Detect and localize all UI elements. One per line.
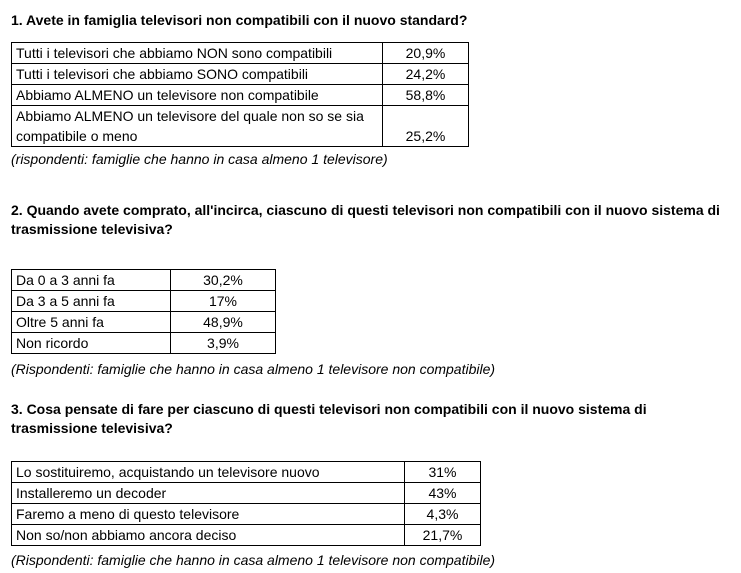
row-value: 20,9% [383, 43, 469, 64]
row-label: Abbiamo ALMENO un televisore non compatibile [12, 85, 383, 106]
row-label: Da 3 a 5 anni fa [12, 291, 171, 312]
row-value: 24,2% [383, 64, 469, 85]
row-value: 31% [405, 462, 481, 483]
row-value: 21,7% [405, 525, 481, 546]
question-1-table [11, 42, 469, 147]
row-label: Non ricordo [12, 333, 171, 354]
row-label: Non so/non abbiamo ancora deciso [12, 525, 405, 546]
question-3-title: 3. Cosa pensate di fare per ciascuno di questi televisori non compatibili con il nuovo sistema di trasmissione televisiva? [11, 401, 647, 436]
row-value: 58,8% [383, 85, 469, 106]
table-row [12, 525, 481, 546]
row-value: 4,3% [405, 504, 481, 525]
table-row [12, 43, 469, 64]
table-row [12, 270, 276, 291]
row-label: Faremo a meno di questo televisore [12, 504, 405, 525]
row-label: Da 0 a 3 anni fa [12, 270, 171, 291]
question-1-note: (rispondenti: famiglie che hanno in casa almeno 1 televisore) [11, 151, 388, 167]
question-2-note: (Rispondenti: famiglie che hanno in casa almeno 1 televisore non compatibile) [11, 361, 496, 377]
table-row [12, 106, 469, 147]
row-label: Tutti i televisori che abbiamo SONO compatibili [12, 64, 383, 85]
row-label: Tutti i televisori che abbiamo NON sono compatibili [12, 43, 383, 64]
table-row [12, 291, 276, 312]
row-label: Abbiamo ALMENO un televisore del quale non so se sia compatibile o meno [12, 106, 383, 147]
table-row [12, 462, 481, 483]
table-row [12, 504, 481, 525]
question-1-title: 1. Avete in famiglia televisori non compatibili con il nuovo standard? [11, 12, 468, 28]
row-value: 30,2% [171, 270, 276, 291]
table-row [12, 64, 469, 85]
row-label: Installeremo un decoder [12, 483, 405, 504]
question-2-table [11, 269, 276, 354]
row-value: 25,2% [383, 106, 469, 147]
table-row [12, 333, 276, 354]
question-2-title: 2. Quando avete comprato, all'incirca, ciascuno di questi televisori non compatibili con il nuovo sistema di trasmissione televisiva? [11, 202, 720, 237]
row-value: 17% [171, 291, 276, 312]
question-3-table [11, 461, 481, 546]
row-value: 43% [405, 483, 481, 504]
question-3-note: (Rispondenti: famiglie che hanno in casa almeno 1 televisore non compatibile) [11, 552, 496, 568]
table-row [12, 312, 276, 333]
row-label: Oltre 5 anni fa [12, 312, 171, 333]
row-value: 48,9% [171, 312, 276, 333]
row-label: Lo sostituiremo, acquistando un televisore nuovo [12, 462, 405, 483]
row-value: 3,9% [171, 333, 276, 354]
table-row [12, 85, 469, 106]
table-row [12, 483, 481, 504]
